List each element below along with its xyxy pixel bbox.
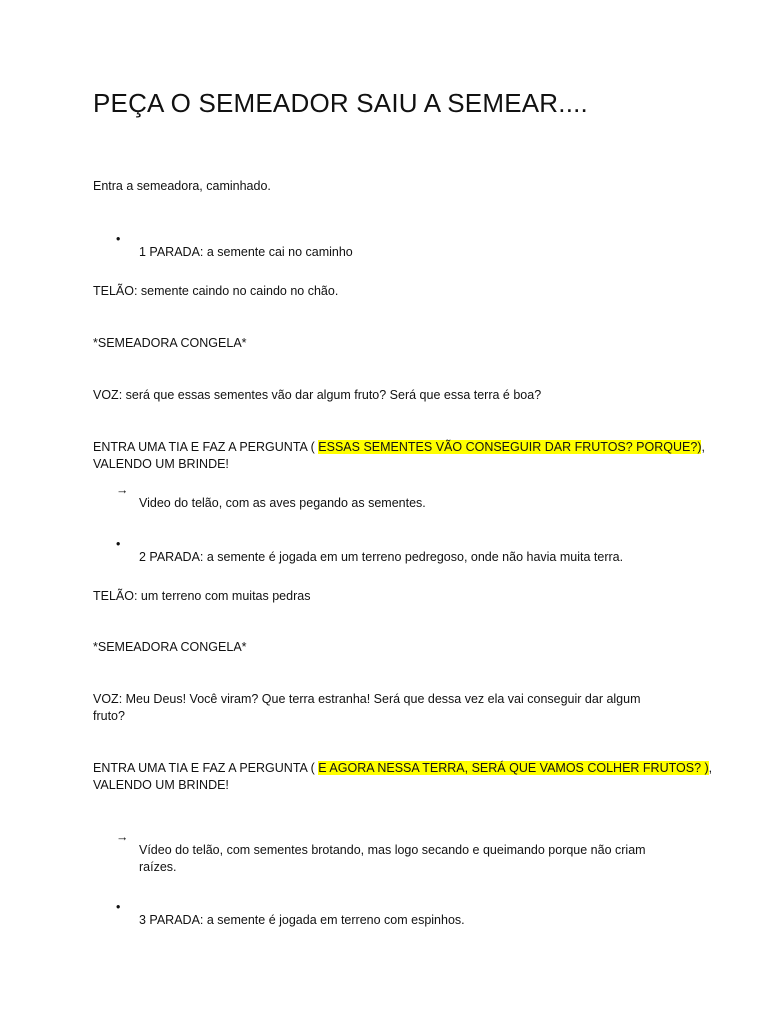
arrow-icon: → — [116, 830, 129, 844]
video-note-2-cont: raízes. — [139, 859, 177, 874]
page-title: PEÇA O SEMEADOR SAIU A SEMEAR.... — [93, 88, 588, 118]
screen-note-1: TELÃO: semente caindo no caindo no chão. — [93, 284, 339, 298]
voice-line-2: VOZ: Meu Deus! Você viram? Que terra estranha! Será que dessa vez ela vai conseguir dar algum — [93, 692, 641, 706]
question-paragraph-2 — [93, 760, 712, 777]
bullet-icon: • — [116, 537, 121, 551]
video-note-2: Vídeo do telão, com sementes brotando, mas logo secando e queimando porque não criam — [139, 842, 646, 857]
screen-note-2: TELÃO: um terreno com muitas pedras — [93, 589, 311, 603]
stop-1-text: 1 PARADA: a semente cai no caminho — [139, 244, 353, 259]
bullet-icon: • — [116, 900, 121, 914]
question-1-suffix: , — [701, 440, 705, 454]
freeze-note-1: *SEMEADORA CONGELA* — [93, 336, 247, 350]
question-paragraph-1 — [93, 439, 705, 456]
voice-line-2-cont: fruto? — [93, 709, 125, 723]
bullet-icon: • — [116, 232, 121, 246]
question-2-suffix: , — [708, 761, 713, 775]
arrow-icon: → — [116, 483, 129, 497]
stop-2-text: 2 PARADA: a semente é jogada em um terreno pedregoso, onde não havia muita terra. — [139, 549, 624, 564]
question-2-highlight: E AGORA NESSA TERRA, SERÁ QUE VAMOS COLHER FRUTOS? ) — [318, 761, 709, 775]
stage-direction-entry: Entra a semeadora, caminhado. — [93, 179, 271, 193]
question-1-prize: VALENDO UM BRINDE! — [93, 457, 229, 471]
question-2-prefix: ENTRA UMA TIA E FAZ A PERGUNTA ( — [93, 761, 319, 775]
freeze-note-2: *SEMEADORA CONGELA* — [93, 640, 247, 654]
voice-line-1: VOZ: será que essas sementes vão dar algum fruto? Será que essa terra é boa? — [93, 388, 542, 402]
stop-3-text: 3 PARADA: a semente é jogada em terreno com espinhos. — [139, 912, 465, 927]
question-1-highlight: ESSAS SEMENTES VÃO CONSEGUIR DAR FRUTOS? PORQUE?) — [318, 440, 702, 454]
question-1-prefix: ENTRA UMA TIA E FAZ A PERGUNTA ( — [93, 440, 319, 454]
question-2-prize: VALENDO UM BRINDE! — [93, 778, 229, 792]
video-note-1: Video do telão, com as aves pegando as sementes. — [139, 495, 426, 510]
